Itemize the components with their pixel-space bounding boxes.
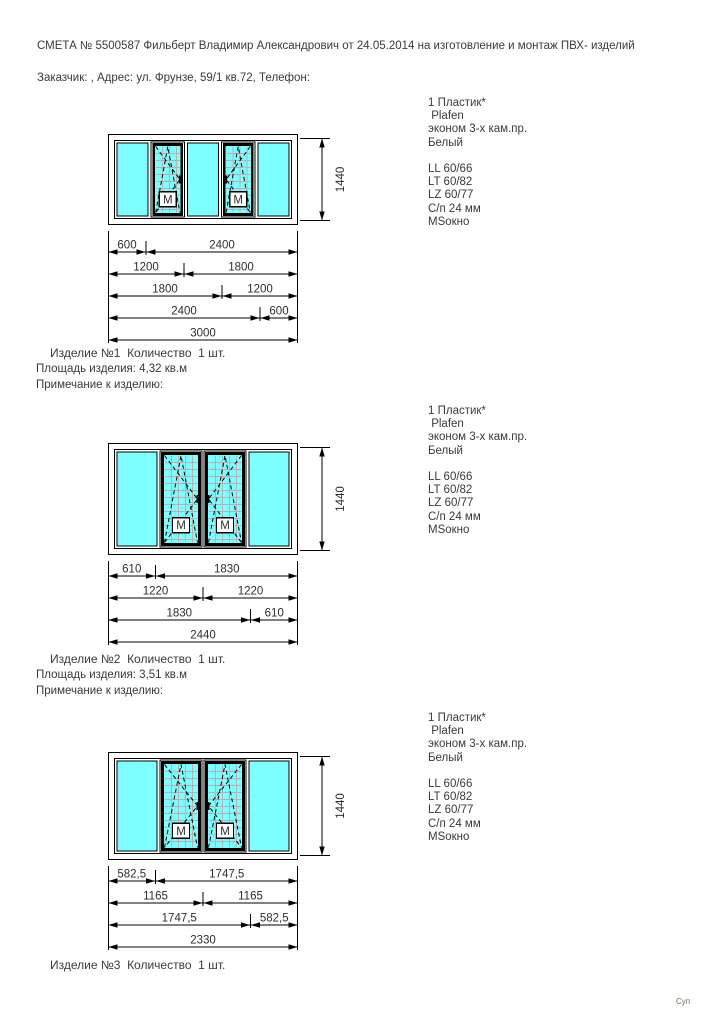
- sash-handle: [206, 495, 210, 503]
- dimension-label: 1200: [133, 261, 159, 274]
- spec-line: Plafen: [428, 725, 464, 738]
- dimension-label: 2440: [190, 629, 216, 642]
- dimension-label: 1220: [142, 585, 169, 598]
- fixed-glass-panel: [117, 143, 148, 216]
- spec-line: эконом 3-х кам.пр.: [428, 738, 528, 751]
- spec-line: Белый: [428, 136, 463, 149]
- spec-line: [428, 150, 527, 163]
- dimension-label: 582,5: [117, 868, 147, 881]
- dimension-label: 3000: [190, 327, 216, 340]
- dimension-row-4: [108, 935, 298, 950]
- dimension-label: 610: [264, 607, 284, 620]
- dimension-arrow: [194, 595, 203, 600]
- dimension-arrow: [241, 617, 250, 622]
- window-drawing-1: [108, 134, 388, 348]
- spec-line: LT 60/82: [428, 484, 473, 497]
- dimension-arrow: [319, 139, 324, 148]
- dimension-label: 1800: [152, 283, 178, 296]
- dimension-arrow: [109, 944, 118, 949]
- dimension-label: 610: [122, 563, 142, 576]
- dimension-arrow: [109, 249, 118, 254]
- dimension-row-1: [108, 240, 298, 256]
- dimension-arrow: [175, 271, 184, 276]
- item-subline-1: Примечание к изделию:: [36, 379, 164, 391]
- item-subline-1: Площадь изделия: 4,32 кв.м: [36, 362, 187, 375]
- dimension-arrow: [109, 293, 118, 298]
- dimension-arrow: [319, 847, 324, 856]
- item-title-2: Изделие №2 Количество 1 шт.: [50, 652, 226, 666]
- fixed-glass-panel: [249, 452, 289, 546]
- dimension-arrow: [289, 271, 298, 276]
- dimension-arrow: [289, 337, 298, 342]
- document-title: СМЕТА № 5500587 Фильберт Владимир Александрович от 24.05.2014 на изготовление и монтаж ПВХ- изделий: [37, 40, 635, 52]
- dimension-label: 1830: [166, 607, 193, 620]
- height-dimension-label: 1440: [335, 486, 347, 512]
- dimension-row-3: [108, 608, 298, 624]
- dimension-label: 1830: [213, 563, 240, 576]
- dimension-row-3: [108, 284, 298, 300]
- height-dimension-label: 1440: [335, 166, 347, 193]
- spec-line: эконом 3-х кам.пр.: [428, 123, 528, 136]
- height-dimension-label: 1440: [335, 793, 347, 819]
- dimension-arrow: [289, 249, 298, 254]
- fixed-glass-panel: [117, 761, 157, 851]
- dimension-label: 1165: [143, 890, 168, 903]
- dimension-row-2: [108, 586, 298, 602]
- dimension-arrow: [204, 900, 213, 905]
- mosquito-net-label: M: [176, 825, 186, 838]
- dimension-label: 1165: [238, 890, 263, 903]
- spec-line: LZ 60/77: [428, 804, 474, 817]
- dimension-row-2: [108, 891, 298, 907]
- dimension-arrow: [109, 337, 118, 342]
- spec-line: МSокно: [428, 830, 470, 843]
- spec-line: эконом 3-х кам.пр.: [428, 431, 528, 444]
- spec-block-1: [428, 97, 527, 229]
- dimension-arrow: [109, 878, 118, 883]
- dimension-arrow: [241, 922, 250, 927]
- footer-watermark: Суп: [676, 997, 691, 1006]
- dimension-arrow: [156, 878, 165, 883]
- spec-block-2: [428, 405, 527, 537]
- dimension-arrow: [147, 249, 156, 254]
- customer-address-line: Заказчик: , Адрес: ул. Фрунзе, 59/1 кв.72, Телефон:: [37, 72, 310, 84]
- spec-line: Plafen: [428, 418, 464, 431]
- dimension-arrow: [109, 315, 118, 320]
- dimension-arrow: [223, 293, 232, 298]
- spec-line: С/п 24 мм: [428, 510, 481, 523]
- dimension-arrow: [319, 448, 324, 457]
- spec-line: [428, 765, 527, 778]
- spec-line: МSокно: [428, 215, 470, 228]
- item-title-1: Изделие №1 Количество 1 шт.: [50, 346, 226, 360]
- dimension-arrow: [251, 617, 260, 622]
- dimension-arrow: [289, 617, 298, 622]
- spec-line: С/п 24 мм: [428, 817, 481, 830]
- dimension-arrow: [251, 922, 260, 927]
- dimension-label: 600: [269, 305, 289, 318]
- fixed-glass-panel: [117, 452, 157, 546]
- spec-line: LT 60/82: [428, 791, 473, 804]
- fixed-glass-panel: [258, 143, 289, 216]
- dimension-arrow: [109, 595, 118, 600]
- dimension-label: 1747,5: [161, 912, 197, 925]
- spec-line: LL 60/66: [428, 162, 473, 175]
- dimension-label: 1747,5: [209, 868, 245, 881]
- dimension-arrow: [251, 315, 260, 320]
- dimension-arrow: [109, 639, 118, 644]
- mosquito-net-label: M: [220, 520, 230, 533]
- spec-line: С/п 24 мм: [428, 202, 481, 215]
- dimension-arrow: [109, 900, 118, 905]
- mosquito-net-label: M: [176, 520, 186, 533]
- dimension-row-4: [108, 306, 298, 322]
- dimension-label: 1220: [237, 585, 264, 598]
- dimension-arrow: [146, 573, 155, 578]
- dimension-label: 582,5: [259, 912, 289, 925]
- window-figure-3: [108, 752, 388, 960]
- spec-line: LL 60/66: [428, 777, 473, 790]
- dimension-arrow: [319, 212, 324, 221]
- spec-line: 1 Пластик*: [428, 405, 486, 417]
- item-title-3: Изделие №3 Количество 1 шт.: [50, 958, 226, 972]
- dimension-row-1: [108, 564, 298, 580]
- window-figure-2: [108, 443, 388, 655]
- dimension-row-5: [108, 328, 298, 343]
- spec-line: 1 Пластик*: [428, 97, 486, 109]
- dimension-arrow: [289, 293, 298, 298]
- dimension-arrow: [261, 315, 270, 320]
- dimension-arrow: [289, 573, 298, 578]
- dimension-label: 2330: [190, 934, 216, 947]
- spec-line: МSокно: [428, 523, 470, 536]
- spec-line: Белый: [428, 751, 463, 764]
- dimension-arrow: [185, 271, 194, 276]
- dimension-row-3: [108, 913, 298, 929]
- spec-line: LZ 60/77: [428, 189, 474, 202]
- dimension-arrow: [109, 573, 118, 578]
- item-subline-2: Площадь изделия: 3,51 кв.м: [36, 668, 187, 681]
- dimension-label: 600: [117, 239, 137, 252]
- dimension-arrow: [204, 595, 213, 600]
- dimension-arrow: [109, 271, 118, 276]
- dimension-row-2: [108, 262, 298, 278]
- dimension-arrow: [289, 595, 298, 600]
- fixed-glass-panel: [249, 761, 289, 851]
- spec-line: Plafen: [428, 110, 464, 123]
- dimension-arrow: [289, 878, 298, 883]
- dimension-arrow: [319, 542, 324, 551]
- fixed-glass-panel: [187, 143, 218, 216]
- dimension-arrow: [289, 315, 298, 320]
- dimension-arrow: [319, 757, 324, 766]
- spec-line: LT 60/82: [428, 176, 473, 189]
- mosquito-net-label: M: [233, 194, 243, 207]
- item-subline-2: Примечание к изделию:: [36, 685, 164, 697]
- spec-line: LZ 60/77: [428, 497, 474, 510]
- dimension-row-4: [108, 630, 298, 645]
- dimension-arrow: [289, 922, 298, 927]
- dimension-label: 1200: [247, 283, 273, 296]
- dimension-arrow: [109, 617, 118, 622]
- dimension-arrow: [289, 900, 298, 905]
- dimension-row-1: [108, 869, 298, 885]
- spec-line: 1 Пластик*: [428, 712, 486, 724]
- window-drawing-3: [108, 752, 388, 955]
- spec-block-3: [428, 712, 527, 844]
- dimension-label: 2400: [171, 305, 197, 318]
- dimension-arrow: [289, 639, 298, 644]
- sash-handle: [197, 495, 201, 503]
- mosquito-net-label: M: [220, 825, 230, 838]
- spec-line: Белый: [428, 444, 463, 457]
- window-figure-1: [108, 134, 388, 353]
- mosquito-net-label: M: [163, 194, 173, 207]
- sash-handle: [197, 802, 201, 810]
- dimension-arrow: [146, 878, 155, 883]
- spec-line: LL 60/66: [428, 470, 473, 483]
- spec-line: [428, 458, 527, 471]
- sash-handle: [224, 176, 228, 184]
- dimension-arrow: [109, 922, 118, 927]
- window-drawing-2: [108, 443, 388, 650]
- dimension-arrow: [194, 900, 203, 905]
- sash-handle: [179, 176, 183, 184]
- dimension-arrow: [137, 249, 146, 254]
- sash-handle: [206, 802, 210, 810]
- dimension-arrow: [156, 573, 165, 578]
- dimension-arrow: [213, 293, 222, 298]
- dimension-label: 1800: [228, 261, 254, 274]
- dimension-label: 2400: [209, 239, 235, 252]
- dimension-arrow: [289, 944, 298, 949]
